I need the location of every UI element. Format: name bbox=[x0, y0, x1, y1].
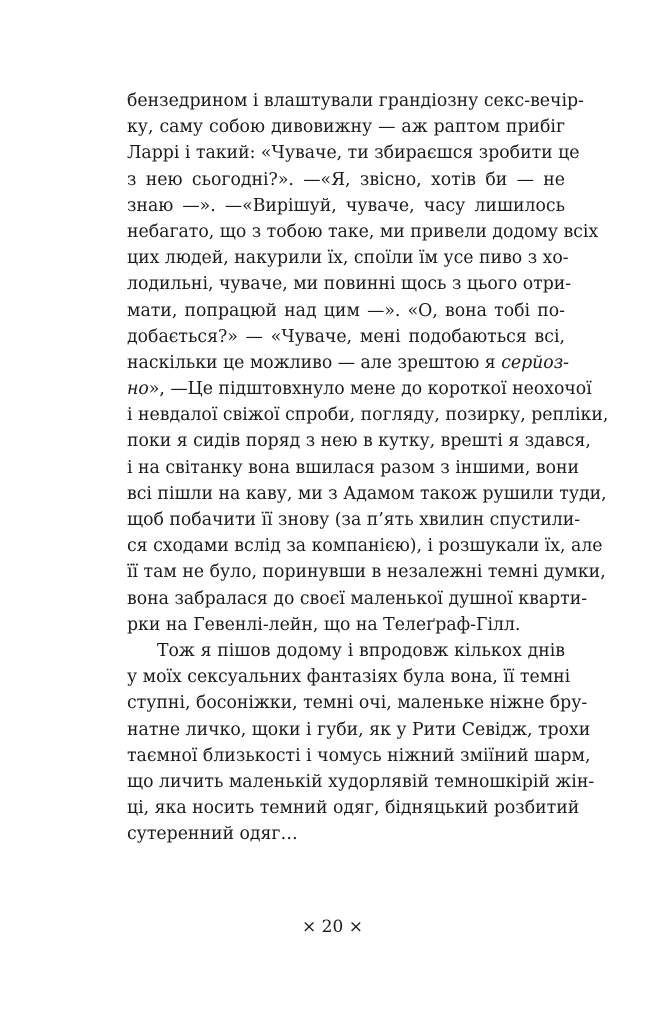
text-line: і невдалої свіжої спроби, погляду, позирку, репліки, bbox=[127, 405, 609, 426]
text-line: Ларрі і такий: «Чуваче, ти збираєшся зробити це bbox=[127, 143, 580, 164]
paragraph-1 bbox=[127, 88, 609, 638]
text-line: лодильні, чуваче, ми повинні щось з цього отри- bbox=[127, 274, 572, 295]
text-line: у моїх сексуальних фантазіях була вона, її темні bbox=[127, 667, 571, 688]
text-line: поки я сидів поряд з нею в кутку, врешті я здався, bbox=[127, 431, 591, 452]
page-number: × 20 × bbox=[302, 917, 363, 937]
italic-word: серйоз- bbox=[501, 352, 569, 373]
text-line: цих людей, накурили їх, споїли їм усе пиво з хо- bbox=[127, 248, 569, 269]
text-line bbox=[127, 350, 569, 376]
text-line: небагато, що з тобою таке, ми привели додому всіх bbox=[127, 221, 599, 242]
text-line: рки на Гевенлі-лейн, що на Телеґраф-Гілл. bbox=[127, 614, 521, 635]
text-line: добається?» — «Чуваче, мені подобаються всі, bbox=[127, 326, 565, 347]
text-line: натне личко, щоки і губи, як у Рити Севідж, трохи bbox=[127, 719, 591, 740]
text-line: і на світанку вона вшилася разом з іншими, вони bbox=[127, 457, 580, 478]
text-line: що личить маленькій худорлявій темношкірій жін- bbox=[127, 771, 595, 792]
text-line: всі пішли на каву, ми з Адамом також рушили туди, bbox=[127, 483, 607, 504]
text-line: вона забралася до своєї маленької душної кварти- bbox=[127, 588, 588, 609]
text-line: знаю —». —«Вирішуй, чуваче, часу лишилось bbox=[127, 195, 565, 216]
text-line: сутеренний одяг… bbox=[127, 824, 298, 845]
line-text: », —Це підштовхнуло мене до короткої неохочої bbox=[148, 379, 592, 400]
text-line: Тож я пішов додому і впродовж кількох днів bbox=[157, 640, 565, 661]
text-line: щоб побачити її знову (за п’ять хвилин спустили- bbox=[127, 510, 581, 530]
text-line bbox=[127, 376, 592, 402]
text-line: з нею сьогодні?». —«Я, звісно, хотів би — не bbox=[127, 169, 565, 190]
text-line: мати, попрацюй над цим —». «О, вона тобі по- bbox=[127, 300, 565, 321]
line-text: наскільки це можливо — але зрештою я bbox=[127, 352, 502, 373]
text-line: ці, яка носить темний одяг, бідняцький розбитий bbox=[127, 798, 580, 819]
paragraph-2 bbox=[127, 638, 595, 848]
text-line: ступні, босоніжки, темні очі, маленьке ніжне бру- bbox=[127, 693, 588, 714]
italic-word: но bbox=[127, 379, 149, 400]
text-line: її там не було, поринувши в незалежні темні думки, bbox=[127, 562, 606, 583]
text-line: бензедрином і влаштували грандіозну секс-вечір- bbox=[127, 91, 584, 111]
text-line: ся сходами вслід за компанією), і розшукали їх, але bbox=[127, 536, 603, 557]
body-text bbox=[127, 88, 609, 847]
text-line: ку, саму собою дивовижну — аж раптом прибіг bbox=[127, 117, 565, 138]
text-line: таємної близькості і чомусь ніжний зміїний шарм, bbox=[127, 745, 591, 766]
